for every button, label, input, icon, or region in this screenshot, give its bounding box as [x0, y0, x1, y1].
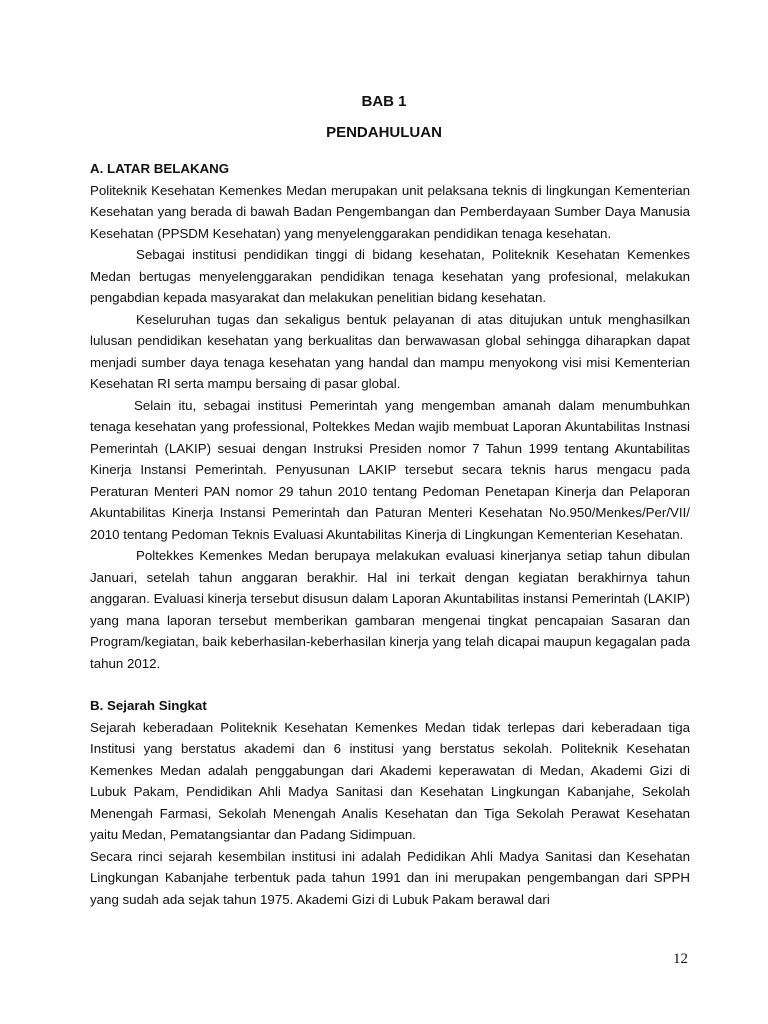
- chapter-number: BAB 1: [361, 93, 407, 110]
- paragraph: Poltekkes Kemenkes Medan berupaya melakukan evaluasi kinerjanya setiap tahun dibulan Januari, setelah tahun anggaran berakhir. Hal ini terkait dengan kegiatan berakhirnya tahun anggaran. Evaluasi kinerja tersebut disusun dalam Laporan Akuntabilitas instansi Pemerintah (LAKIP) yang mana laporan tersebut memberikan gambaran mengenai tingkat pencapaian Sasaran dan Program/kegiatan, baik keberhasilan-keberhasilan kinerja yang telah dicapai maupun kegagalan pada tahun 2012.: [90, 548, 690, 671]
- paragraph: Secara rinci sejarah kesembilan institusi ini adalah Pedidikan Ahli Madya Sanitasi dan Kesehatan Lingkungan Kabanjahe terbentuk pada tahun 1991 dan ini merupakan pengembangan dari SPPH yang sudah ada sejak tahun 1975. Akademi Gizi di Lubuk Pakam berawal dari: [90, 848, 690, 907]
- chapter-title: PENDAHULUAN: [326, 124, 442, 141]
- paragraph: Politeknik Kesehatan Kemenkes Medan merupakan unit pelaksana teknis di lingkungan Kementerian Kesehatan yang berada di bawah Badan Pengembangan dan Pemberdayaan Sumber Daya Manusia Kesehatan (PPSDM Kesehatan) yang menyelenggarakan pendidikan tenaga kesehatan.: [90, 182, 690, 241]
- chapter-header: [0, 86, 768, 148]
- paragraph: Sebagai institusi pendidikan tinggi di bidang kesehatan, Politeknik Kesehatan Kemenkes Medan bertugas menyelenggarakan pendidikan tenaga kesehatan yang profesional, melakukan pengabdian kepada masyarakat dan melakukan penelitian bidang kesehatan.: [90, 247, 690, 305]
- page-number: 12: [673, 951, 688, 967]
- section-heading-sejarah-singkat: B. Sejarah Singkat: [90, 698, 207, 713]
- section-heading-latar-belakang: A. LATAR BELAKANG: [90, 161, 230, 176]
- paragraph: Keseluruhan tugas dan sekaligus bentuk pelayanan di atas ditujukan untuk menghasilkan lulusan pendidikan kesehatan yang berkualitas dan berwawasan global sehingga diharapkan dapat menjadi sumber daya tenaga kesehatan yang handal dan mampu menyokong visi misi Kementerian Kesehatan RI serta mampu bersaing di pasar global.: [90, 311, 690, 391]
- paragraph: Sejarah keberadaan Politeknik Kesehatan Kemenkes Medan tidak terlepas dari keberadaan tiga Institusi yang berstatus akademi dan 6 institusi yang berstatus sekolah. Politeknik Kesehatan Kemenkes Medan adalah penggabungan dari Akademi keperawatan di Medan, Akademi Gizi di Lubuk Pakam, Pendidikan Ahli Madya Sanitasi dan Kesehatan Lingkungan Kabanjahe, Sekolah Menengah Farmasi, Sekolah Menengah Analis Kesehatan dan Tiga Sekolah Perawat Kesehatan yaitu Medan, Pematangsiantar dan Padang Sidimpuan.: [90, 719, 690, 842]
- paragraph: Selain itu, sebagai institusi Pemerintah yang mengemban amanah dalam menumbuhkan tenaga kesehatan yang professional, Poltekkes Medan wajib membuat Laporan Akuntabilitas Instnasi Pemerintah (LAKIP) sesuai dengan Instruksi Presiden nomor 7 Tahun 1999 tentang Akuntabilitas Kinerja Instansi Pemerintah. Penyusunan LAKIP tersebut secara teknis harus mengacu pada Peraturan Menteri PAN nomor 29 tahun 2010 tentang Pedoman Penetapan Kinerja dan Pelaporan Akuntabilitas Kinerja Instansi Pemerintah dan Paturan Menteri Kesehatan No.950/Menkes/Per/VII/ 2010 tentang Pedoman Teknis Evaluasi Akuntabilitas Kinerja di Lingkungan Kementerian Kesehatan.: [90, 397, 690, 542]
- document-body: [90, 158, 690, 910]
